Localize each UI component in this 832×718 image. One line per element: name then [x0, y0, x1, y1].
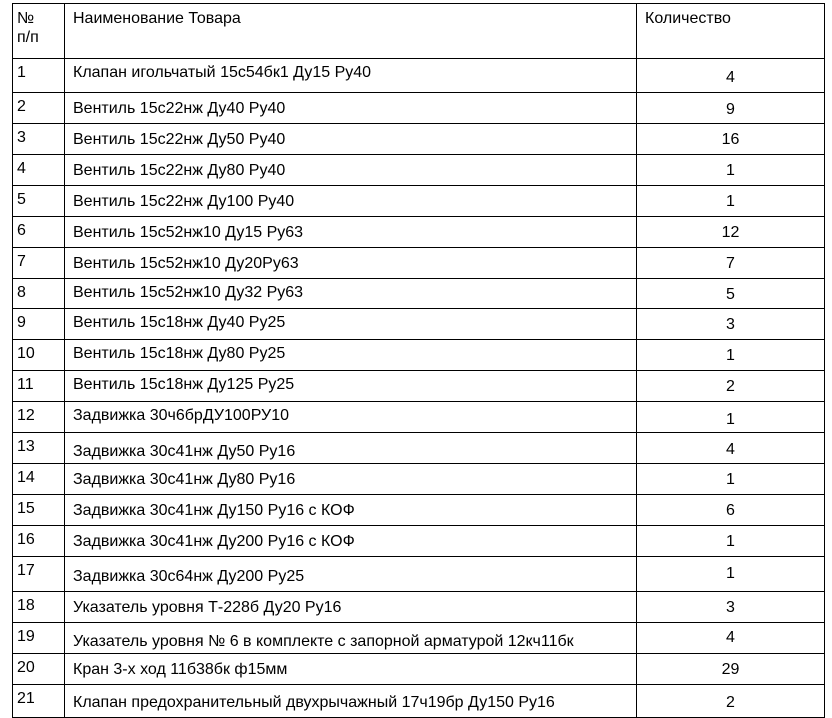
table-row: [13, 186, 825, 217]
header-name: Наименование Товара: [65, 4, 637, 59]
row-qty: 2: [637, 371, 825, 402]
row-name: Вентиль 15с22нж Ду80 Ру40: [65, 155, 637, 186]
row-qty: 4: [637, 623, 825, 654]
row-name: Вентиль 15с52нж10 Ду15 Ру63: [65, 217, 637, 248]
table-row: [13, 309, 825, 340]
row-qty: 12: [637, 217, 825, 248]
row-num: 21: [13, 685, 65, 718]
row-qty: 3: [637, 592, 825, 623]
table-row: [13, 623, 825, 654]
row-num: 5: [13, 186, 65, 217]
table-row: [13, 371, 825, 402]
table-row: [13, 495, 825, 526]
row-num: 10: [13, 340, 65, 371]
row-qty: 1: [637, 557, 825, 592]
row-num: 15: [13, 495, 65, 526]
row-qty: 16: [637, 124, 825, 155]
row-name: Задвижка 30с41нж Ду50 Ру16: [65, 433, 637, 464]
row-qty: 5: [637, 279, 825, 309]
row-name: Вентиль 15с52нж10 Ду32 Ру63: [65, 279, 637, 309]
row-name: Задвижка 30ч6брДУ100РУ10: [65, 402, 637, 433]
row-name: Указатель уровня № 6 в комплекте с запорной арматурой 12кч11бк: [65, 623, 637, 654]
row-name: Указатель уровня Т-228б Ду20 Ру16: [65, 592, 637, 623]
row-num: 14: [13, 464, 65, 495]
row-qty: 1: [637, 340, 825, 371]
row-name: Вентиль 15с22нж Ду50 Ру40: [65, 124, 637, 155]
row-name: Задвижка 30с64нж Ду200 Ру25: [65, 557, 637, 592]
row-name: Клапан игольчатый 15с54бк1 Ду15 Ру40: [65, 59, 637, 93]
row-name: Кран 3-х ход 11б38бк ф15мм: [65, 654, 637, 685]
table-row: [13, 340, 825, 371]
table-row: [13, 217, 825, 248]
table-row: [13, 433, 825, 464]
row-qty: 1: [637, 402, 825, 433]
row-qty: 3: [637, 309, 825, 340]
header-num: [13, 4, 65, 59]
row-qty: 29: [637, 654, 825, 685]
row-num: 11: [13, 371, 65, 402]
row-qty: 1: [637, 155, 825, 186]
table-row: [13, 279, 825, 309]
row-qty: 2: [637, 685, 825, 718]
row-qty: 1: [637, 464, 825, 495]
row-num: 16: [13, 526, 65, 557]
row-name: Задвижка 30с41нж Ду200 Ру16 с КОФ: [65, 526, 637, 557]
row-num: 17: [13, 557, 65, 592]
row-qty: 7: [637, 248, 825, 279]
row-qty: 4: [637, 59, 825, 93]
table-row: [13, 592, 825, 623]
row-num: 20: [13, 654, 65, 685]
table-row: [13, 557, 825, 592]
goods-table: [12, 3, 825, 718]
row-num: 8: [13, 279, 65, 309]
row-name: Вентиль 15с22нж Ду40 Ру40: [65, 93, 637, 124]
table-row: [13, 685, 825, 718]
row-num: 18: [13, 592, 65, 623]
row-num: 2: [13, 93, 65, 124]
table-row: [13, 155, 825, 186]
row-num: 13: [13, 433, 65, 464]
table-row: [13, 124, 825, 155]
header-qty: Количество: [637, 4, 825, 59]
row-name: Вентиль 15с18нж Ду80 Ру25: [65, 340, 637, 371]
row-name: Вентиль 15с18нж Ду40 Ру25: [65, 309, 637, 340]
row-num: 7: [13, 248, 65, 279]
row-num: 1: [13, 59, 65, 93]
row-name: Задвижка 30с41нж Ду150 Ру16 с КОФ: [65, 495, 637, 526]
table-row: [13, 402, 825, 433]
table-row: [13, 59, 825, 93]
row-name: Задвижка 30с41нж Ду80 Ру16: [65, 464, 637, 495]
table-header-row: [13, 4, 825, 59]
row-num: 4: [13, 155, 65, 186]
table-row: [13, 526, 825, 557]
row-qty: 1: [637, 526, 825, 557]
row-name: Вентиль 15с52нж10 Ду20Ру63: [65, 248, 637, 279]
row-num: 6: [13, 217, 65, 248]
row-qty: 9: [637, 93, 825, 124]
row-name: Клапан предохранительный двухрычажный 17ч19бр Ду150 Ру16: [65, 685, 637, 718]
row-qty: 4: [637, 433, 825, 464]
row-qty: 6: [637, 495, 825, 526]
row-num: 3: [13, 124, 65, 155]
table-row: [13, 248, 825, 279]
row-name: Вентиль 15с18нж Ду125 Ру25: [65, 371, 637, 402]
row-name: Вентиль 15с22нж Ду100 Ру40: [65, 186, 637, 217]
table-row: [13, 464, 825, 495]
row-num: 12: [13, 402, 65, 433]
row-num: 9: [13, 309, 65, 340]
row-num: 19: [13, 623, 65, 654]
table-row: [13, 93, 825, 124]
table-row: [13, 654, 825, 685]
row-qty: 1: [637, 186, 825, 217]
header-num-label: № п/п: [17, 10, 39, 46]
